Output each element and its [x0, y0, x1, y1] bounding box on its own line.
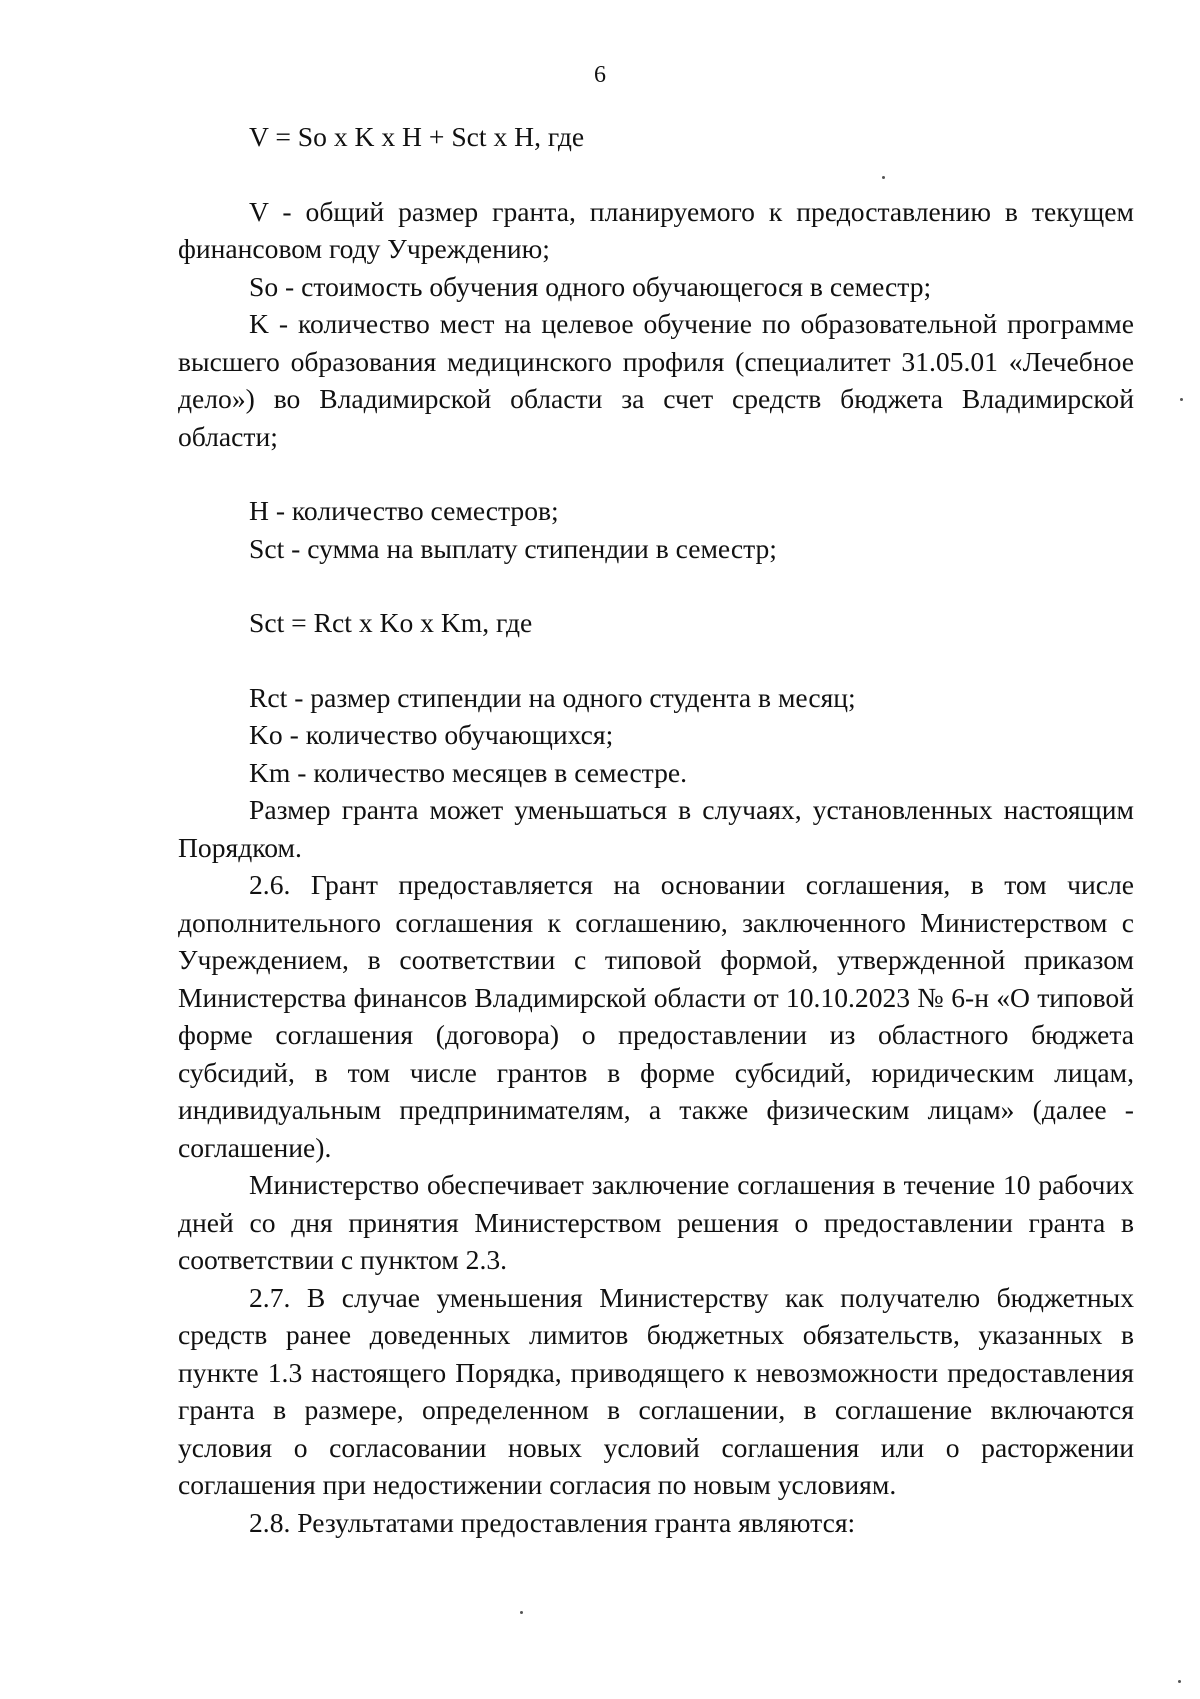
spacer — [178, 642, 1134, 679]
spacer — [178, 567, 1134, 604]
definition-so: So - стоимость обучения одного обучающегося в семестр; — [249, 270, 932, 302]
definition-ko: Ko - количество обучающихся; — [249, 719, 614, 750]
definition-h: H - количество семестров; — [249, 495, 559, 526]
spacer — [178, 455, 1134, 492]
scan-speck — [1178, 1680, 1181, 1683]
scan-speck — [1180, 398, 1183, 401]
formula-sct: Sct = Rct x Ko x Km, где — [249, 607, 533, 638]
spacer — [178, 156, 1134, 193]
scan-speck — [520, 1611, 523, 1614]
scan-speck — [882, 176, 885, 179]
paragraph-2-7: 2.7. В случае уменьшения Министерству как получателю бюджетных средств ранее доведенных лимитов бюджетных обязательств, указанных в пункте 1.3 настоящего Порядка, приводящего к невозможности предоставления гранта в размере, определенном в соглашении, в соглашение включаются условия о согласовании новых условий соглашения или о расторжении соглашения при недостижении согласия по новым условиям. — [178, 1281, 1134, 1500]
definition-sct: Sct - сумма на выплату стипендии в семестр; — [249, 532, 777, 564]
definition-rct: Rct - размер стипендии на одного студента в месяц; — [249, 681, 856, 713]
definition-v: V - общий размер гранта, планируемого к предоставлению в текущем финансовом году Учреждению; — [178, 195, 1134, 264]
paragraph-ministry-agreement: Министерство обеспечивает заключение соглашения в течение 10 рабочих дней со дня принятия Министерством решения о предоставлении гранта в соответствии с пунктом 2.3. — [178, 1169, 1134, 1275]
page-number: 6 — [594, 62, 606, 88]
definition-k: K - количество мест на целевое обучение по образовательной программе высшего образования медицинского профиля (специалитет 31.05.01 «Лечебное дело») во Владимирской области за счет средств бюджета Владимирской области; — [178, 308, 1134, 452]
paragraph-grant-reduction: Размер гранта может уменьшаться в случаях, установленных настоящим Порядком. — [178, 794, 1134, 863]
paragraph-2-8: 2.8. Результатами предоставления гранта являются: — [249, 1506, 856, 1538]
formula-v: V = So x K x H + Sct x H, где — [249, 121, 585, 152]
document-body — [178, 118, 1134, 1541]
paragraph-2-6: 2.6. Грант предоставляется на основании соглашения, в том числе дополнительного соглашения к соглашению, заключенного Министерством с Учреждением, в соответствии с типовой формой, утвержденной приказом Министерства финансов Владимирской области от 10.10.2023 № 6-н «О типовой форме соглашения (договора) о предоставлении из областного бюджета субсидий, в том числе грантов в форме субсидий, юридическим лицам, индивидуальным предпринимателям, а также физическим лицам» (далее - соглашение). — [178, 869, 1134, 1163]
definition-km: Km - количество месяцев в семестре. — [249, 756, 688, 788]
